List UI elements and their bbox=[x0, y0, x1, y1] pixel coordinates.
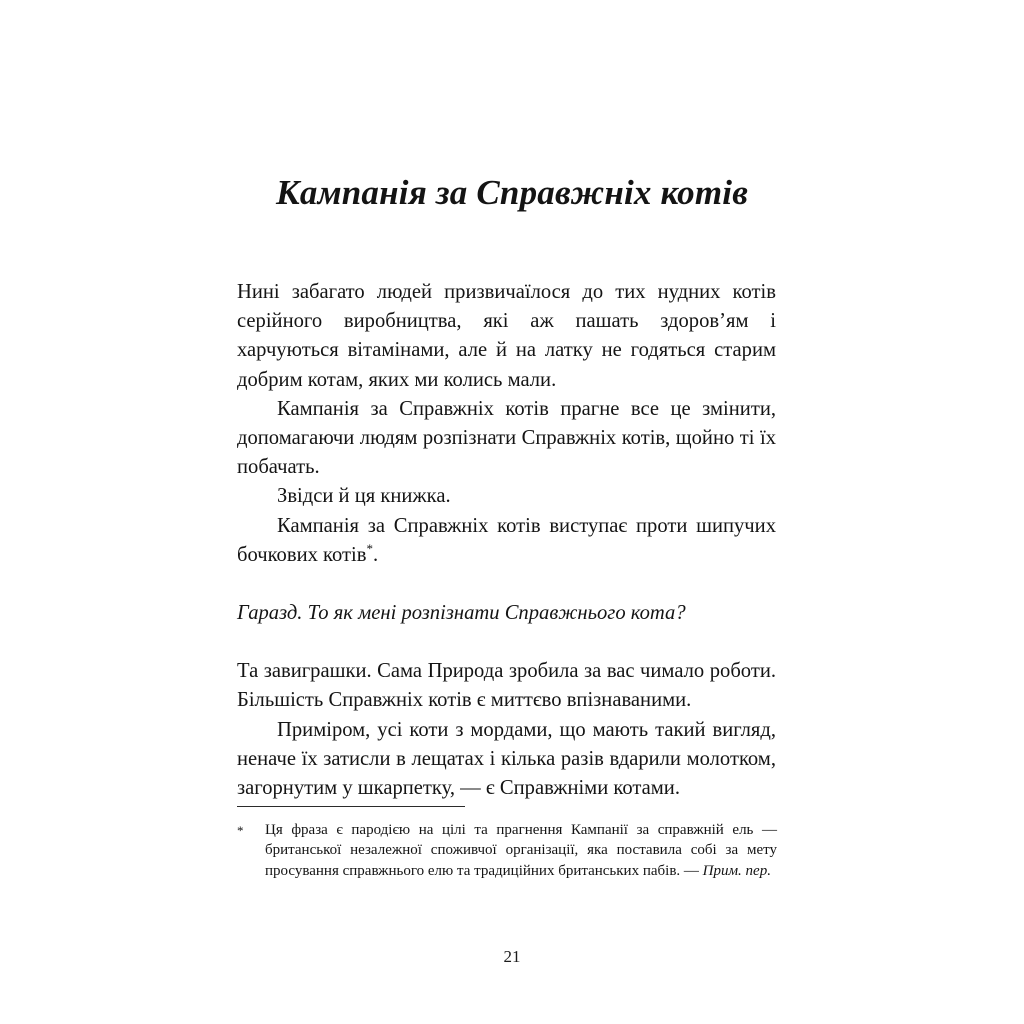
paragraph-campaign-aim: Кампанія за Справжніх котів прагне все це змінити, допомагаючи людям розпізнати Справжніх котів, щойно ті їх побачать. bbox=[237, 397, 776, 479]
paragraph-question: Гаразд. То як мені розпізнати Справжнього кота? bbox=[237, 602, 686, 625]
footnote-entry bbox=[237, 820, 777, 881]
footnote-text: Ця фраза є пародією на цілі та прагнення Кампанії за справжній ель — британської незалежної споживчої організації, яка поставила собі за мету просування справжнього елю та традиційних британських пабів. — bbox=[265, 822, 777, 879]
paragraph-answer-nature: Та завиграшки. Сама Природа зробила за вас чимало роботи. Більшість Справжніх котів є миттєво впізнаваними. bbox=[237, 660, 776, 712]
footnote-attribution: Прим. пер. bbox=[702, 862, 771, 879]
paragraph-against-keg-cats-text: Кампанія за Справжніх котів виступає проти шипучих бочкових котів bbox=[237, 514, 776, 566]
chapter-title: Кампанія за Справжніх котів bbox=[275, 173, 749, 213]
paragraph-intro: Нині забагато людей призвичаїлося до тих нудних котів серійного виробництва, які аж пашать здоров’ям і харчуються вітамінами, але й на латку не годяться старим добрим котам, яких ми колись мали. bbox=[237, 281, 776, 391]
paragraph-hence-this-book: Звідси й ця книжка. bbox=[277, 485, 451, 508]
paragraph-against-keg-cats bbox=[237, 512, 776, 570]
footnote-reference-marker[interactable]: * bbox=[366, 540, 373, 556]
footnote-zone bbox=[237, 806, 777, 881]
paragraph-against-keg-cats-period: . bbox=[372, 543, 379, 566]
body-text-block bbox=[237, 278, 776, 803]
paragraph-answer-example: Приміром, усі коти з мордами, що мають такий вигляд, неначе їх затисли в лещатах і кілька разів вдарили молотком, загорнутим у шкарпетку, — є Справжніми котами. bbox=[237, 718, 776, 800]
footnote-marker: * bbox=[237, 823, 244, 838]
page-number: 21 bbox=[503, 947, 521, 966]
footnote-separator-rule bbox=[237, 806, 465, 807]
